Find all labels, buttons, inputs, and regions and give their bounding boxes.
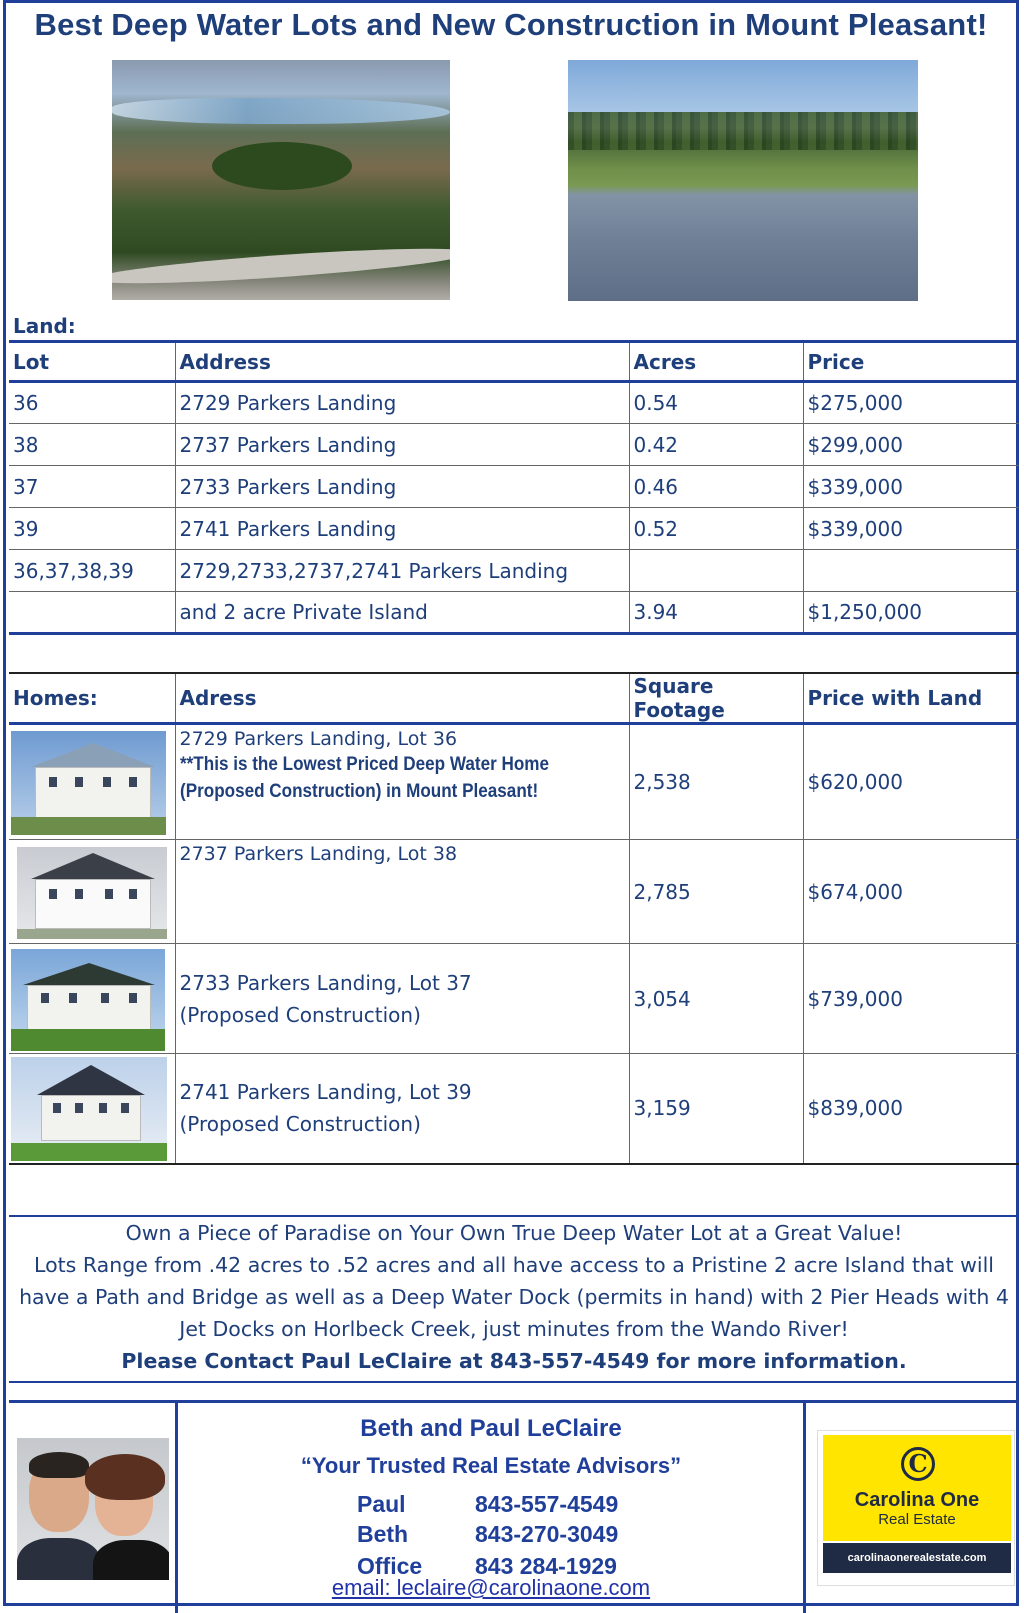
table-row bbox=[9, 424, 1019, 466]
home-address: 2733 Parkers Landing, Lot 37 bbox=[179, 970, 472, 995]
logo-subtitle: Real Estate bbox=[878, 1511, 956, 1528]
home-photo bbox=[11, 949, 165, 1051]
home-photo bbox=[17, 847, 167, 939]
column-header: Homes: bbox=[13, 686, 98, 710]
promo-body: Lots Range from .42 acres to .52 acres and all have access to a Pristine 2 acre Island that will have a Path and Bridge as well as a Deep Water Dock (permits in hand) with 2 Pier Heads with 4 Jet Docks on Horlbeck Creek, just minutes from the Wando River! bbox=[19, 1253, 1009, 1341]
home-photo-cell bbox=[9, 944, 175, 1054]
table-row bbox=[9, 550, 1019, 592]
brand-logo bbox=[817, 1430, 1015, 1586]
contact-phone[interactable]: 843-557-4549 bbox=[475, 1491, 619, 1517]
agent-footer bbox=[9, 1400, 1019, 1610]
column-header: Acres bbox=[629, 342, 803, 382]
home-photo bbox=[11, 731, 166, 835]
contact-line bbox=[357, 1521, 657, 1548]
acres-cell: 0.52 bbox=[629, 508, 803, 550]
home-note: (Proposed Construction) bbox=[179, 1002, 421, 1027]
homes-table-header bbox=[9, 673, 1019, 724]
copyright-c-icon: C bbox=[901, 1447, 935, 1481]
creek-photo bbox=[568, 60, 918, 301]
land-table bbox=[9, 340, 1019, 635]
contact-line bbox=[357, 1491, 657, 1518]
column-header: Address bbox=[175, 342, 629, 382]
home-address-cell bbox=[175, 1054, 629, 1164]
price-cell: $839,000 bbox=[803, 1054, 1019, 1164]
land-table-header bbox=[9, 342, 1019, 382]
acres-cell: 0.54 bbox=[629, 382, 803, 424]
contact-phone[interactable]: 843 284-1929 bbox=[475, 1553, 617, 1579]
address-cell: 2729 Parkers Landing bbox=[175, 382, 629, 424]
address-cell: 2741 Parkers Landing bbox=[175, 508, 629, 550]
column-header: Lot bbox=[13, 349, 50, 374]
promo-headline: Own a Piece of Paradise on Your Own True Deep Water Lot at a Great Value! bbox=[125, 1221, 903, 1245]
acres-cell: 0.46 bbox=[629, 466, 803, 508]
lot-cell: 37 bbox=[13, 474, 39, 499]
home-address: 2737 Parkers Landing, Lot 38 bbox=[179, 843, 458, 865]
aerial-photo bbox=[112, 60, 450, 300]
divider bbox=[175, 1403, 178, 1613]
address-cell: 2737 Parkers Landing bbox=[175, 424, 629, 466]
table-row bbox=[9, 466, 1019, 508]
home-address-cell bbox=[175, 944, 629, 1054]
column-header: Square Footage bbox=[629, 673, 803, 724]
table-row bbox=[9, 508, 1019, 550]
promo-contact: Please Contact Paul LeClaire at 843-557-4549 for more information. bbox=[121, 1349, 907, 1373]
address-cell: and 2 acre Private Island bbox=[175, 592, 629, 634]
divider bbox=[803, 1403, 806, 1613]
lot-cell bbox=[9, 592, 175, 634]
price-cell: $1,250,000 bbox=[803, 592, 1019, 634]
acres-cell: 3.94 bbox=[629, 592, 803, 634]
logo-brand: Carolina One bbox=[854, 1489, 980, 1511]
price-cell: $299,000 bbox=[803, 424, 1019, 466]
column-header: Price bbox=[803, 342, 1019, 382]
contact-phone[interactable]: 843-270-3049 bbox=[475, 1521, 619, 1547]
flyer-frame bbox=[3, 0, 1019, 1606]
price-cell: $739,000 bbox=[803, 944, 1019, 1054]
home-photo-cell bbox=[9, 840, 175, 944]
price-cell: $620,000 bbox=[803, 724, 1019, 840]
lot-cell: 36 bbox=[13, 391, 39, 415]
column-header: Adress bbox=[175, 673, 629, 724]
price-cell bbox=[803, 550, 1019, 592]
home-photo-cell bbox=[9, 724, 175, 840]
homes-table bbox=[9, 672, 1019, 1165]
agent-contact bbox=[179, 1403, 803, 1613]
table-row bbox=[9, 592, 1019, 634]
lot-cell: 36,37,38,39 bbox=[13, 558, 134, 583]
contact-name: Beth bbox=[357, 1521, 409, 1547]
table-row bbox=[9, 724, 1019, 840]
sqft-cell: 2,785 bbox=[629, 840, 803, 944]
page-title: Best Deep Water Lots and New Construction in Mount Pleasant! bbox=[34, 7, 988, 42]
sqft-cell: 2,538 bbox=[629, 724, 803, 840]
home-address: 2741 Parkers Landing, Lot 39 bbox=[179, 1080, 472, 1105]
land-section-label: Land: bbox=[13, 314, 76, 338]
price-cell: $275,000 bbox=[803, 382, 1019, 424]
contact-name: Office bbox=[357, 1553, 423, 1579]
price-cell: $339,000 bbox=[803, 508, 1019, 550]
home-photo-cell bbox=[9, 1054, 175, 1164]
lot-cell: 39 bbox=[13, 516, 39, 541]
home-address: 2729 Parkers Landing, Lot 36 bbox=[179, 728, 458, 750]
divider bbox=[9, 1381, 1019, 1383]
price-cell: $339,000 bbox=[803, 466, 1019, 508]
table-row bbox=[9, 1054, 1019, 1164]
agent-names: Beth and Paul LeClaire bbox=[360, 1415, 622, 1442]
lot-cell: 38 bbox=[13, 432, 39, 457]
logo-url: carolinaonerealestate.com bbox=[823, 1543, 1011, 1573]
home-note: **This is the Lowest Priced Deep Water Home (Proposed Construction) in Mount Pleasant! bbox=[179, 754, 549, 802]
table-row bbox=[9, 382, 1019, 424]
agent-photo bbox=[17, 1438, 169, 1580]
contact-name: Paul bbox=[357, 1491, 406, 1517]
sqft-cell: 3,159 bbox=[629, 1054, 803, 1164]
acres-cell: 0.42 bbox=[629, 424, 803, 466]
home-address-cell bbox=[175, 840, 629, 944]
acres-cell bbox=[629, 550, 803, 592]
sqft-cell: 3,054 bbox=[629, 944, 803, 1054]
promo-text bbox=[9, 1215, 1019, 1377]
email-link[interactable]: email: leclaire@carolinaone.com bbox=[331, 1575, 651, 1600]
agent-tagline: “Your Trusted Real Estate Advisors” bbox=[300, 1453, 682, 1478]
home-photo bbox=[11, 1057, 167, 1161]
address-cell: 2729,2733,2737,2741 Parkers Landing bbox=[175, 550, 629, 592]
home-address-cell bbox=[175, 724, 629, 840]
address-cell: 2733 Parkers Landing bbox=[175, 466, 629, 508]
column-header: Price with Land bbox=[803, 673, 1019, 724]
table-row bbox=[9, 840, 1019, 944]
price-cell: $674,000 bbox=[803, 840, 1019, 944]
home-note: (Proposed Construction) bbox=[179, 1112, 421, 1137]
table-row bbox=[9, 944, 1019, 1054]
